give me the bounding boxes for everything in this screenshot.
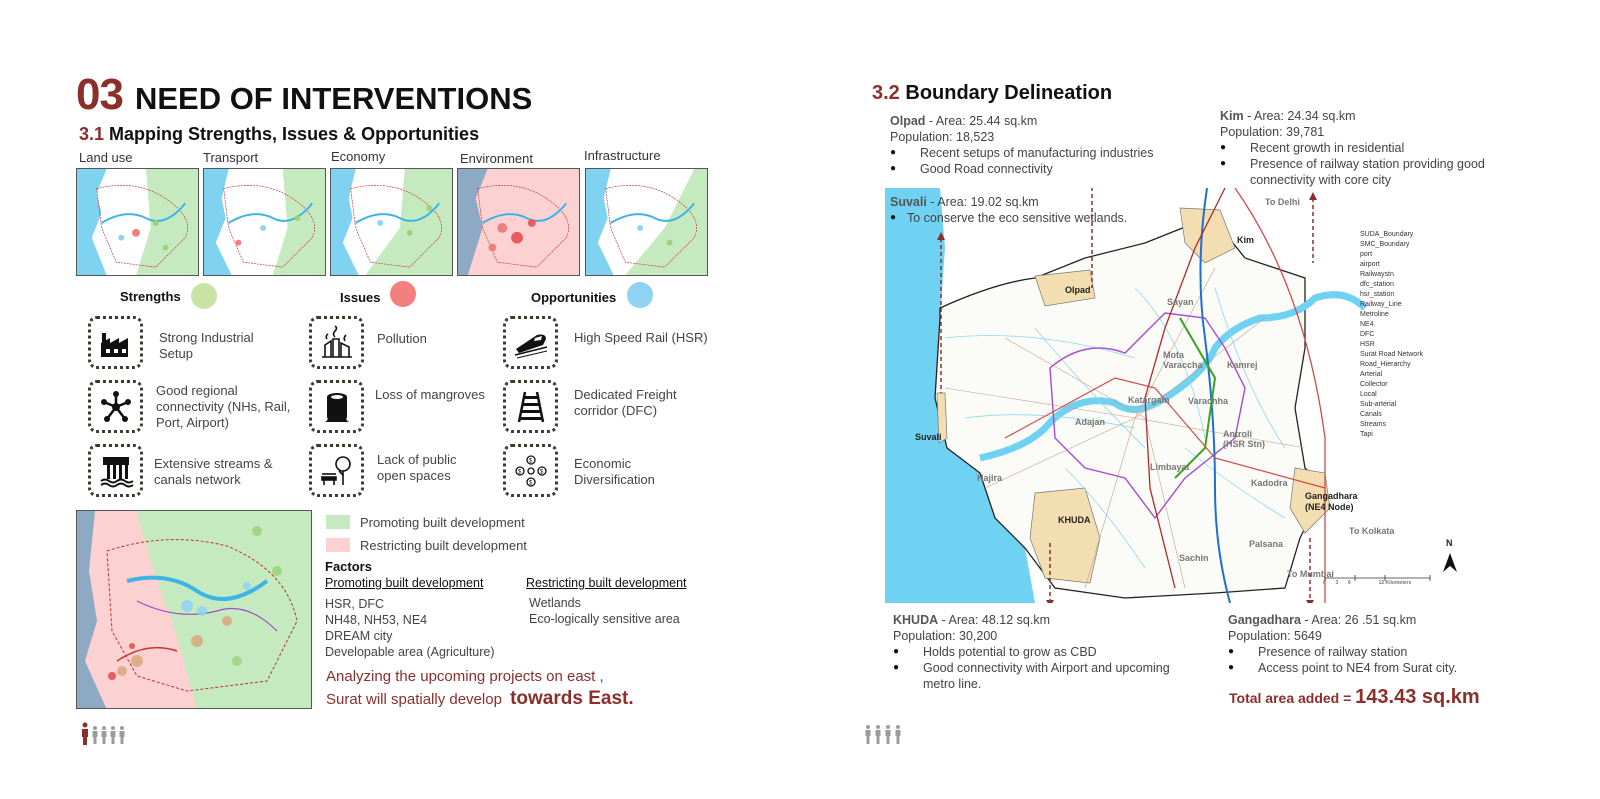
gangadhara-point: ● Access point to NE4 from Surat city. <box>1228 660 1488 676</box>
section-title: Boundary Delineation <box>905 82 1113 104</box>
total-area-value: 143.43 sq.km <box>1355 686 1480 708</box>
olpad-population: Population: 18,523 <box>890 130 995 144</box>
people-icon <box>864 724 906 746</box>
legend-item: SMC_Boundary <box>1360 241 1410 248</box>
svg-text:$: $ <box>539 469 543 475</box>
map-label-adajan: Adajan <box>1075 417 1106 427</box>
gangadhara-area: - Area: 26 .51 sq.km <box>1300 613 1417 627</box>
factor-item: Eco-logically sensitive area <box>529 612 680 626</box>
legend-item: Tapi <box>1360 431 1373 438</box>
legend-item: Local <box>1360 391 1377 398</box>
khuda-area: - Area: 48.12 sq.km <box>938 613 1050 627</box>
gangadhara-population: Population: 5649 <box>1228 629 1322 643</box>
page-title <box>76 70 532 120</box>
conclusion-line-2-text: Surat will spatially develop <box>326 691 502 708</box>
suvali-info <box>890 194 1150 226</box>
section-heading-3-1 <box>79 124 479 145</box>
tree-stump-icon <box>309 380 364 433</box>
factor-item: DREAM city <box>325 629 393 643</box>
map-label-to-kolkata: To Kolkata <box>1349 526 1395 536</box>
legend-item: NE4 <box>1360 321 1374 328</box>
legend-item: Sub-arterial <box>1360 401 1397 408</box>
factors-title: Factors <box>325 559 372 574</box>
factor-item: HSR, DFC <box>325 597 385 611</box>
map-label-environment: Environment <box>460 151 533 166</box>
legend-item: hsr_station <box>1360 291 1395 298</box>
suvali-name: Suvali <box>890 195 927 209</box>
coins-icon <box>503 444 558 497</box>
olpad-name: Olpad <box>890 114 926 128</box>
khuda-name: KHUDA <box>893 613 939 627</box>
khuda-info <box>893 612 1203 692</box>
opportunity-item-economic: Economic Diversification <box>574 456 655 487</box>
olpad-point: ● Good Road connectivity <box>890 161 1190 177</box>
map-thumbnail-environment <box>457 168 580 276</box>
strength-item-industrial: Strong Industrial Setup <box>159 330 254 361</box>
map-label-transport: Transport <box>203 150 259 165</box>
issue-item-open-spaces: Lack of public open spaces <box>377 452 457 483</box>
svg-text:$: $ <box>528 480 532 486</box>
legend-swatch-restricting <box>326 538 350 552</box>
map-legend <box>1360 230 1423 440</box>
kim-point: ● Recent growth in residential <box>1220 140 1510 156</box>
railway-track-icon <box>503 380 558 433</box>
pollution-icon <box>309 316 364 369</box>
issues-label: Issues <box>340 290 381 305</box>
boundary-map <box>885 188 1475 603</box>
network-icon <box>88 380 143 433</box>
scale-bar-label: 0 3 6 12 Kilometers <box>1323 580 1412 586</box>
legend-item: Canals <box>1360 411 1382 418</box>
development-direction-map <box>76 510 312 709</box>
map-label-sayan: Sayan <box>1167 297 1194 307</box>
issue-item-mangroves: Loss of mangroves <box>375 387 485 402</box>
legend-swatch-promoting <box>326 515 350 529</box>
title-number: 03 <box>76 70 123 119</box>
section-number: 3.2 <box>872 82 900 104</box>
map-label-antroli: Antroli (HSR Stn) <box>1223 429 1265 449</box>
legend-item: DFC <box>1360 331 1375 338</box>
suvali-point: ● To conserve the eco sensitive wetlands. <box>890 210 1150 226</box>
north-arrow-label: N <box>1446 538 1453 548</box>
khuda-population: Population: 30,200 <box>893 629 998 643</box>
map-thumbnail-landuse <box>76 168 199 276</box>
gangadhara-info <box>1228 612 1488 676</box>
map-label-sachin: Sachin <box>1179 553 1209 563</box>
kim-point: ● Presence of railway station providing good connectivity with core city <box>1220 156 1510 188</box>
legend-item: Road_Hierarchy <box>1360 361 1411 368</box>
legend-item: airport <box>1360 261 1380 268</box>
map-label-suvali: Suvali <box>915 432 942 442</box>
map-thumbnail-infrastructure <box>585 168 708 276</box>
strengths-color-dot <box>191 283 217 309</box>
strength-item-streams: Extensive streams & canals network <box>154 456 273 487</box>
gangadhara-name: Gangadhara <box>1228 613 1301 627</box>
opportunities-label: Opportunities <box>531 290 617 305</box>
legend-item: Metroline <box>1360 311 1389 318</box>
kim-info <box>1220 108 1510 188</box>
kim-name: Kim <box>1220 109 1244 123</box>
kim-area: - Area: 24.34 sq.km <box>1243 109 1356 123</box>
map-label-to-delhi: To Delhi <box>1265 197 1300 207</box>
map-label-landuse: Land use <box>79 150 133 165</box>
map-label-olpad: Olpad <box>1065 285 1091 295</box>
factors-promoting-header: Promoting built development <box>325 576 484 590</box>
svg-text:$: $ <box>517 469 521 475</box>
legend-item: Collector <box>1360 381 1388 388</box>
olpad-point: ● Recent setups of manufacturing industries <box>890 145 1190 161</box>
total-area-label: Total area added = <box>1229 690 1356 706</box>
map-label-to-mumbai: To Mumbai <box>1287 569 1334 579</box>
issue-item-pollution: Pollution <box>377 331 427 346</box>
opportunities-color-dot <box>627 282 653 308</box>
map-label-varachha: Varachha <box>1188 396 1229 406</box>
map-label-mota-varaccha: Mota Varaccha <box>1163 350 1203 370</box>
conclusion-line-2 <box>326 688 634 710</box>
map-label-palsana: Palsana <box>1249 539 1284 549</box>
suvali-area: - Area: 19.02 sq.km <box>926 195 1039 209</box>
factors-restricting-header: Restricting built development <box>526 576 687 590</box>
title-text: NEED OF INTERVENTIONS <box>134 81 533 116</box>
section-number: 3.1 <box>79 124 105 144</box>
map-label-gangadhara: Gangadhara (NE4 Node) <box>1305 491 1358 512</box>
factors-restricting-list <box>529 595 680 627</box>
map-label-kim: Kim <box>1237 235 1255 245</box>
kim-population: Population: 39,781 <box>1220 125 1325 139</box>
map-label-khuda: KHUDA <box>1058 515 1091 525</box>
map-thumbnail-economy <box>330 168 453 276</box>
factors-promoting-list <box>325 596 495 660</box>
gangadhara-point: ● Presence of railway station <box>1228 644 1488 660</box>
khuda-point: ● Good connectivity with Airport and upcoming metro line. <box>893 660 1203 692</box>
strength-item-connectivity: Good regional connectivity (NHs, Rail, Port, Airport) <box>156 383 291 430</box>
section-heading-3-2 <box>872 82 1112 105</box>
legend-item: dfc_station <box>1360 281 1394 288</box>
bullet-train-icon <box>503 316 558 369</box>
map-label-hajira: Hajira <box>977 473 1003 483</box>
legend-item: Streams <box>1360 421 1387 428</box>
map-thumbnail-transport <box>203 168 326 276</box>
strengths-label: Strengths <box>120 289 181 304</box>
map-label-limbayat: Limbayat <box>1150 462 1190 472</box>
legend-item: Surat Road Network <box>1360 351 1424 358</box>
legend-label-promoting: Promoting built development <box>360 515 525 530</box>
olpad-area: - Area: 25.44 sq.km <box>925 114 1038 128</box>
legend-label-restricting: Restricting built development <box>360 538 527 553</box>
factor-item: Wetlands <box>529 596 581 610</box>
map-label-katargam: Katargam <box>1128 395 1170 405</box>
conclusion-emphasis: towards East. <box>510 688 634 709</box>
map-label-kadodra: Kadodra <box>1251 478 1288 488</box>
people-icon <box>80 722 128 746</box>
legend-item: Railway_Line <box>1360 301 1402 308</box>
waterfall-icon <box>88 444 143 497</box>
conclusion-line-1: Analyzing the upcoming projects on east , <box>326 668 604 685</box>
opportunity-item-hsr: High Speed Rail (HSR) <box>574 330 708 345</box>
total-area <box>1229 686 1480 709</box>
legend-item: Arterial <box>1360 371 1383 378</box>
olpad-info <box>890 113 1190 177</box>
factor-item: Developable area (Agriculture) <box>325 645 495 659</box>
factor-item: NH48, NH53, NE4 <box>325 613 428 627</box>
legend-item: Railwaystn <box>1360 271 1394 278</box>
factory-icon <box>88 316 143 369</box>
section-title: Mapping Strengths, Issues & Opportunities <box>109 124 480 144</box>
legend-item: SUDA_Boundary <box>1360 231 1414 238</box>
legend-item: HSR <box>1360 341 1375 348</box>
khuda-point: ● Holds potential to grow as CBD <box>893 644 1203 660</box>
opportunity-item-dfc: Dedicated Freight corridor (DFC) <box>574 387 677 418</box>
issues-color-dot <box>390 281 416 307</box>
map-label-economy: Economy <box>331 149 386 164</box>
map-label-infrastructure: Infrastructure <box>584 148 661 163</box>
svg-text:$: $ <box>528 458 532 464</box>
map-label-kamrej: Kamrej <box>1227 360 1258 370</box>
park-bench-icon <box>309 444 364 497</box>
legend-item: port <box>1360 251 1373 258</box>
